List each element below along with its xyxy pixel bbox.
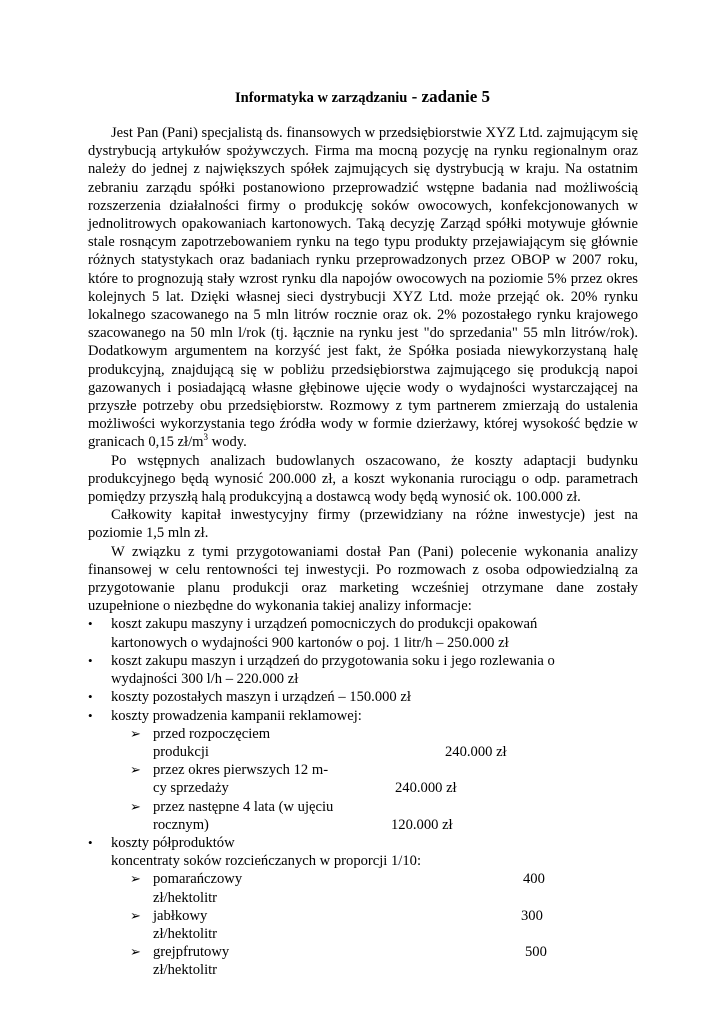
bullet-icon: • (88, 689, 93, 705)
half-products-subtitle: koncentraty soków rozcieńczanych w proporcji 1/10: (111, 853, 422, 870)
arrow-bullet-icon: ➢ (130, 798, 141, 814)
campaign-item-line2: produkcji (153, 743, 209, 760)
concentrate-list (111, 870, 638, 979)
concentrate-name: jabłkowy (153, 907, 208, 924)
concentrate-unit: zł/hektolitr (153, 925, 218, 942)
campaign-item (111, 761, 638, 797)
campaign-item-line2: cy sprzedaży (153, 780, 229, 797)
paragraph-costs: Po wstępnych analizach budowlanych oszacowano, że koszty adaptacji budynku produkcyjnego będą wynosić 200.000 zł, a koszt wykonania rurociągu o odp. parametrach pomiędzy przyszłą halą produkcyjną a dostawcą wody będą wynosić ok. 100.000 zł. (88, 452, 638, 506)
concentrate-unit: zł/hektolitr (153, 889, 218, 906)
arrow-bullet-icon: ➢ (130, 944, 141, 960)
half-products-label: koszty półproduktów (111, 834, 235, 851)
arrow-bullet-icon: ➢ (130, 907, 141, 923)
campaign-item (111, 725, 638, 761)
paragraph-intro-text: Jest Pan (Pani) specjalistą ds. finansowych w przedsiębiorstwie XYZ Ltd. zajmującym się dystrybucją artykułów spożywczych. Firma ma mocną pozycję na rynku regionalnym oraz należy do jednej z największych spółek zajmujących się dystrybucją w kraju. Na ostatnim zebraniu zarządu spółki postanowiono przeprowadzić wstępne badania nad możliwością rozszerzenia działalności firmy o produkcję soków owocowych, konfekcjonowanych w jednolitrowych opakowaniach kartonowych. Taką decyzję Zarząd spółki motywuje głównie stale rosnącym zapotrzebowaniem rynku na tego typu produkty przejawiającym się głównie różnych statystykach oraz badaniach rynku przeprowadzonych przez OBOP w 2007 roku, które to prognozują stały wzrost rynku dla napojów owocowych na poziomie 5% przez okres kolejnych 5 lat. Dzięki własnej sieci dystrybucji XYZ Ltd. może przejąć ok. 20% rynku lokalnego szacowanego na 5 mln litrów rocznie oraz ok. 2% pozostałego rynku krajowego szacowanego na 50 mln l/rok (tj. łącznie na rynku jest "do sprzedania" 55 mln litrów/rok). Dodatkowym argumentem na korzyść jest fakt, że Spółka posiada niewykorzystaną halę produkcyjną, znajdującą się w pobliżu przedsiębiorstwa zajmującego się produkcją napoi gazowanych i posiadającą własne głębinowe ujęcie wody o wydajności wystarczającej na przyszłe potrzeby obu przedsiębiorstw. Rozmowy z tym partnerem zmierzają do ustalenia możliwości wykorzystania tego źródła wody w formie dzierżawy, której wysokość będzie w granicach 0,15 zł/m (88, 125, 638, 451)
list-item-line1: koszt zakupu maszyn i urządzeń do przygotowania soku i jego rozlewania o (111, 652, 555, 669)
campaign-item-line1: przed rozpoczęciem (153, 725, 271, 742)
concentrate-price: 500 (525, 944, 547, 961)
concentrate-price: 400 (523, 871, 545, 888)
arrow-bullet-icon: ➢ (130, 871, 141, 887)
campaign-item-line1: przez okres pierwszych 12 m- (153, 762, 329, 779)
paragraph-intro-tail: wody. (208, 434, 247, 451)
bullet-icon: • (88, 707, 93, 723)
list-item (88, 615, 638, 651)
concentrate-name: grejpfrutowy (153, 944, 230, 961)
list-item-line2: kartonowych o wydajności 900 kartonów o poj. 1 litr/h – 250.000 zł (111, 634, 509, 651)
paragraph-intro (88, 124, 638, 452)
campaign-item-line2: rocznym) (153, 816, 209, 833)
list-item (88, 707, 638, 834)
superscript-3: 3 (203, 432, 208, 443)
list-item-line2: wydajności 300 l/h – 220.000 zł (111, 671, 299, 688)
concentrate-item (111, 943, 638, 979)
campaign-item-value: 240.000 zł (395, 780, 457, 797)
campaign-list (111, 725, 638, 834)
arrow-bullet-icon: ➢ (130, 725, 141, 741)
campaign-item (111, 798, 638, 834)
list-item (88, 652, 638, 688)
paragraph-capital: Całkowity kapitał inwestycyjny firmy (przewidziany na różne inwestycje) jest na poziomie 1,5 mln zł. (88, 507, 638, 542)
campaign-item-value: 240.000 zł (445, 743, 507, 760)
title-task: - zadanie 5 (407, 87, 491, 106)
concentrate-item (111, 907, 638, 943)
title-main: Informatyka w zarządzaniu (234, 90, 408, 106)
list-item-line1: koszty pozostałych maszyn i urządzeń – 150.000 zł (111, 689, 411, 706)
concentrate-name: pomarańczowy (153, 871, 243, 888)
concentrate-unit: zł/hektolitr (153, 962, 218, 979)
campaign-item-value: 120.000 zł (391, 816, 453, 833)
paragraph-analysis: W związku z tymi przygotowaniami dostał Pan (Pani) polecenie wykonania analizy finansowej w celu rentowności tej inwestycji. Po rozmowach z osoba odpowiedzialną za przygotowanie planu produkcji oraz marketing wcześniej otrzymane dane zostały uzupełnione o niezbędne do wykonania takiej analizy informacje: (88, 543, 638, 615)
list-item (88, 834, 638, 980)
document-title (0, 87, 725, 108)
document-body (88, 124, 638, 980)
bullet-icon: • (88, 652, 93, 668)
bullet-icon: • (88, 834, 93, 850)
list-item-line1: koszt zakupu maszyny i urządzeń pomocniczych do produkcji opakowań (111, 616, 538, 633)
list-item-line1: koszty prowadzenia kampanii reklamowej: (111, 707, 362, 724)
arrow-bullet-icon: ➢ (130, 762, 141, 778)
list-item (88, 688, 638, 706)
bullet-icon: • (88, 616, 93, 632)
concentrate-price: 300 (521, 907, 543, 924)
cost-list (88, 615, 638, 979)
campaign-item-line1: przez następne 4 lata (w ujęciu (153, 798, 334, 815)
concentrate-item (111, 870, 638, 906)
